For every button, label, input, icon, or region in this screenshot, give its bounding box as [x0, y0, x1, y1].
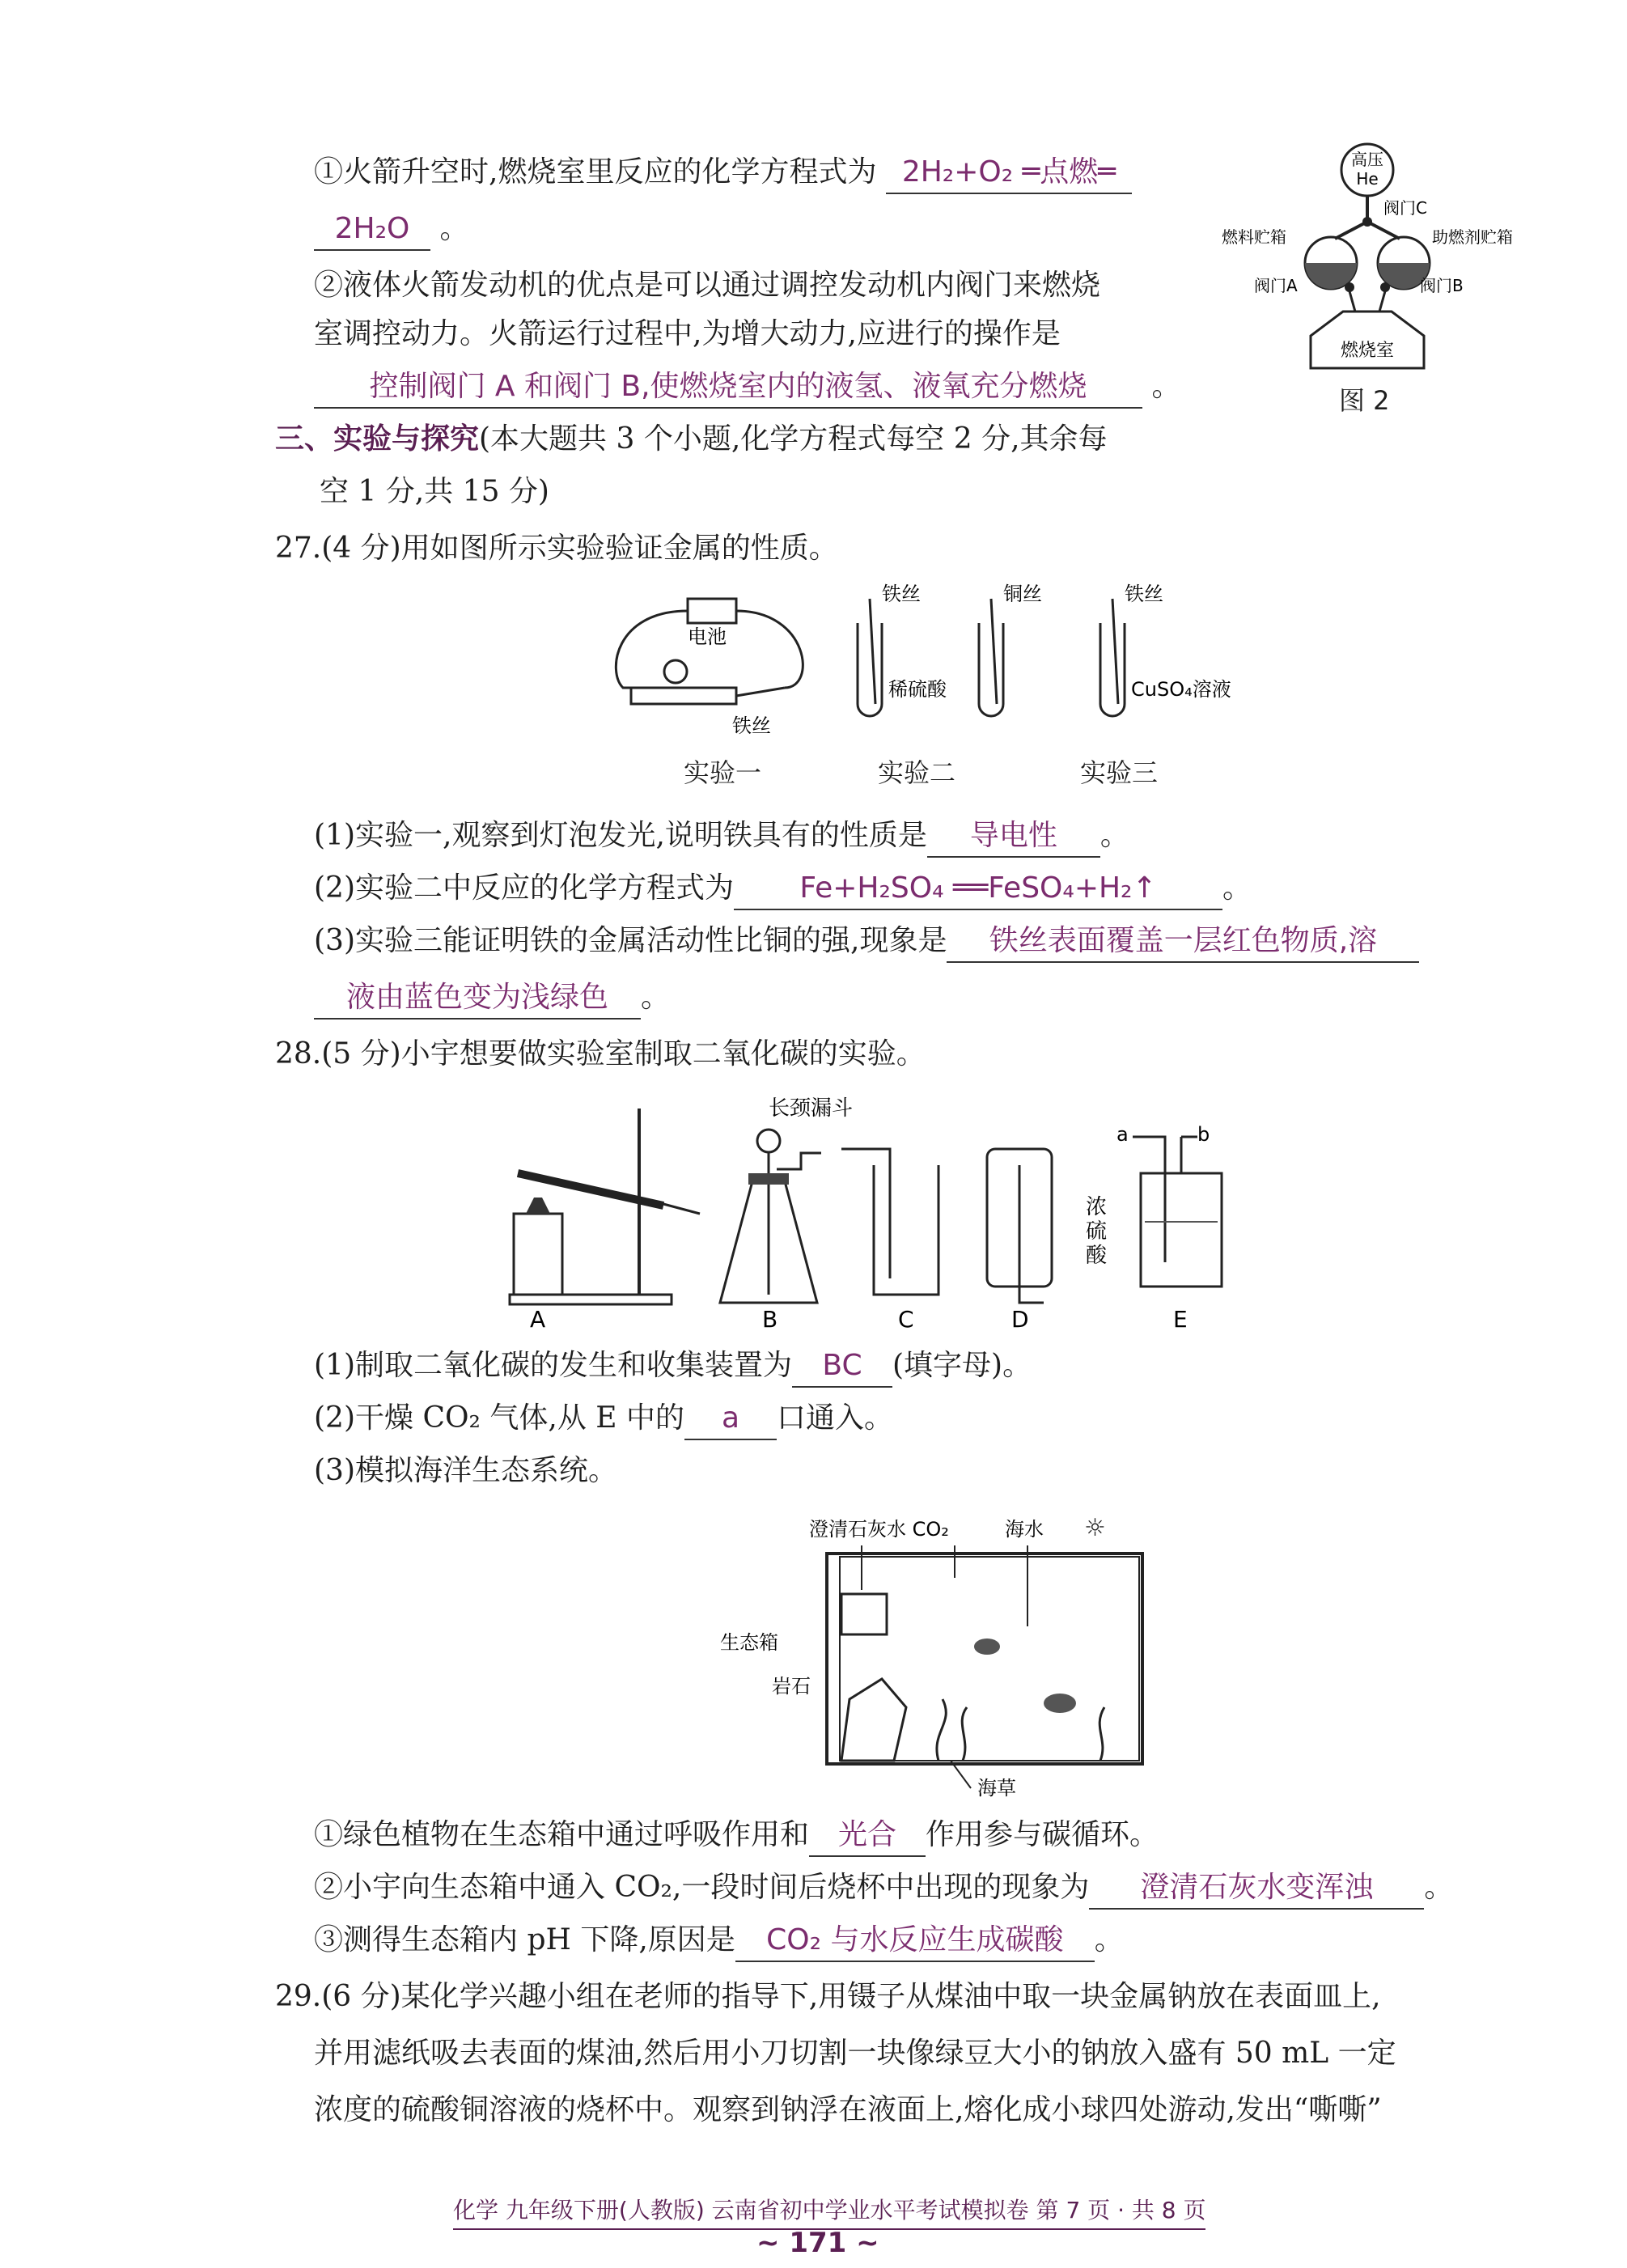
q26-line-3: ②液体火箭发动机的优点是可以通过调控发动机内阀门来燃烧	[314, 269, 1101, 302]
eco-system-figure	[720, 1505, 1173, 1804]
q28-apparatus-figure	[502, 1092, 1367, 1335]
page-footer: 化学 九年级下册(人教版) 云南省初中学业水平考试模拟卷 第 7 页 · 共 8 页	[453, 2193, 1205, 2230]
q26-line-4: 室调控动力。火箭运行过程中,为增大动力,应进行的操作是	[314, 317, 1061, 350]
conc-label-1: 浓	[1086, 1195, 1108, 1219]
q28-p2-answer: a	[684, 1398, 777, 1440]
q27-part-1	[314, 813, 1538, 858]
rock-label: 岩石	[772, 1675, 811, 1698]
apparatus-d-label: D	[1011, 1306, 1029, 1333]
q26-part1-answer: 2H₂+O₂ ═点燃═	[886, 152, 1132, 194]
q29-line-1: 29.(6 分)某化学兴趣小组在老师的指导下,用镊子从煤油中取一块金属钠放在表面皿上,	[275, 1980, 1381, 2013]
q27-p2-answer: Fe+H₂SO₄ ══FeSO₄+H₂↑	[734, 868, 1222, 910]
figure-2-caption: 图 2	[1339, 385, 1390, 416]
q28-p1-text: (1)制取二氧化碳的发生和收集装置为	[314, 1349, 792, 1382]
oxidizer-tank-label: 助燃剂贮箱	[1432, 227, 1513, 247]
period: 。	[1222, 871, 1252, 905]
q27-figure	[591, 583, 1254, 793]
section-3-heading	[275, 417, 1538, 462]
apparatus-b-label: B	[762, 1306, 778, 1333]
seaweed-icon	[937, 1699, 967, 1761]
exp3-caption: 实验三	[1080, 757, 1159, 788]
q26-part1-text: ①火箭升空时,燃烧室里反应的化学方程式为	[314, 155, 877, 189]
conc-label-3: 酸	[1086, 1244, 1108, 1268]
iron-wire-label-3: 铁丝	[1125, 583, 1163, 605]
battery-label: 电池	[688, 625, 727, 648]
iron-wire-label-1: 铁丝	[732, 714, 771, 737]
period: 。	[439, 212, 469, 245]
q27-p1-answer: 导电性	[927, 816, 1100, 858]
q28-sub-3	[314, 1918, 1538, 1963]
q28-part-1	[314, 1343, 1538, 1388]
q28-p1-answer: BC	[792, 1346, 892, 1388]
q28-apparatus	[502, 1092, 1367, 1335]
q28-s2-answer: 澄清石灰水变浑浊	[1089, 1867, 1424, 1910]
q27-p1-text: (1)实验一,观察到灯泡发光,说明铁具有的性质是	[314, 819, 927, 852]
iron-wire-label-2: 铁丝	[882, 583, 921, 605]
period: 。	[1424, 1871, 1454, 1904]
q28-part-3: (3)模拟海洋生态系统。	[314, 1454, 617, 1487]
q28-p1-end: (填字母)。	[892, 1349, 1032, 1382]
dilute-h2so4-label: 稀硫酸	[888, 678, 947, 701]
eco-box-label: 生态箱	[720, 1631, 778, 1654]
q28-s3-answer: CO₂ 与水反应生成碳酸	[735, 1920, 1095, 1962]
valve-b-label: 阀门B	[1420, 276, 1464, 295]
q28-sub-2	[314, 1865, 1538, 1910]
q28-sub-1	[314, 1812, 1538, 1858]
fish-icon	[974, 1638, 1000, 1655]
he-label-2: He	[1356, 169, 1379, 189]
q29-line-3: 浓度的硫酸铜溶液的烧杯中。观察到钠浮在液面上,熔化成小球四处游动,发出“嘶嘶”	[314, 2093, 1382, 2126]
q27-p3-answer-1: 铁丝表面覆盖一层红色物质,溶	[947, 921, 1419, 963]
section-3-desc-1: (本大题共 3 个小题,化学方程式每空 2 分,其余每	[479, 422, 1108, 456]
q29-line-2: 并用滤纸吸去表面的煤油,然后用小刀切割一块像绿豆大小的钠放入盛有 50 mL 一定	[314, 2037, 1396, 2070]
seaweed-label: 海草	[977, 1777, 1016, 1800]
q28-s1-answer: 光合	[809, 1815, 926, 1857]
period: 。	[1099, 819, 1129, 852]
q28-s2-text: ②小宇向生态箱中通入 CO₂,一段时间后烧杯中出现的现象为	[314, 1871, 1090, 1904]
fuel-tank-label: 燃料贮箱	[1222, 227, 1286, 247]
q27-part-3	[314, 918, 1538, 964]
seawater-label: 海水	[1005, 1518, 1044, 1541]
chamber-label: 燃烧室	[1340, 341, 1395, 361]
page-number: ~ 171 ~	[756, 2227, 879, 2259]
q28-stem: 28.(5 分)小宇想要做实验室制取二氧化碳的实验。	[275, 1037, 926, 1070]
funnel-label: 长颈漏斗	[769, 1096, 854, 1121]
q28-p2-text: (2)干燥 CO₂ 气体,从 E 中的	[314, 1401, 684, 1435]
rocket-diagram	[1214, 138, 1553, 372]
he-label-1: 高压	[1351, 150, 1383, 169]
q26-part2-answer: 控制阀门 A 和阀门 B,使燃烧室内的液氢、液氧充分燃烧	[314, 367, 1142, 409]
q28-p2-end: 口通入。	[776, 1401, 893, 1435]
period: 。	[641, 981, 671, 1014]
q27-p3-answer-2: 液由蓝色变为浅绿色	[314, 977, 641, 1020]
q27-part-3-cont	[314, 975, 1538, 1020]
q27-stem: 27.(4 分)用如图所示实验验证金属的性质。	[275, 532, 838, 565]
q27-diagram	[591, 583, 1254, 744]
valve-c-label: 阀门C	[1383, 198, 1427, 218]
copper-wire-label: 铜丝	[1003, 583, 1042, 605]
q28-part-2	[314, 1396, 1538, 1441]
fish-icon	[1044, 1694, 1076, 1713]
limewater-label: 澄清石灰水 CO₂	[809, 1518, 949, 1541]
apparatus-a-label: A	[530, 1306, 546, 1333]
q26-part1-answer-cont: 2H₂O	[314, 209, 430, 251]
q28-s3-text: ③测得生态箱内 pH 下降,原因是	[314, 1923, 735, 1956]
exp1-caption: 实验一	[684, 757, 762, 788]
period: 。	[1094, 1923, 1124, 1956]
q28-s1-end: 作用参与碳循环。	[926, 1818, 1159, 1851]
period: 。	[1151, 370, 1181, 403]
eco-system-diagram	[720, 1505, 1173, 1804]
port-a-label: a	[1116, 1123, 1129, 1146]
q28-s1-text: ①绿色植物在生态箱中通过呼吸作用和	[314, 1818, 810, 1851]
apparatus-e-label: E	[1173, 1306, 1188, 1333]
section-3-title: 三、实验与探究	[275, 422, 480, 456]
conc-label-2: 硫	[1086, 1219, 1108, 1244]
apparatus-c-label: C	[898, 1306, 914, 1333]
q27-p2-text: (2)实验二中反应的化学方程式为	[314, 871, 734, 905]
figure-2-rocket	[1214, 138, 1553, 416]
sun-icon: ☼	[1084, 1514, 1106, 1542]
valve-a-label: 阀门A	[1254, 276, 1298, 295]
q27-part-2	[314, 866, 1538, 911]
section-3-desc-2: 空 1 分,共 15 分)	[320, 475, 549, 508]
q27-p3-text: (3)实验三能证明铁的金属活动性比铜的强,现象是	[314, 924, 947, 957]
port-b-label: b	[1197, 1123, 1210, 1146]
cuso4-label: CuSO₄溶液	[1131, 678, 1231, 701]
exp2-caption: 实验二	[878, 757, 956, 788]
